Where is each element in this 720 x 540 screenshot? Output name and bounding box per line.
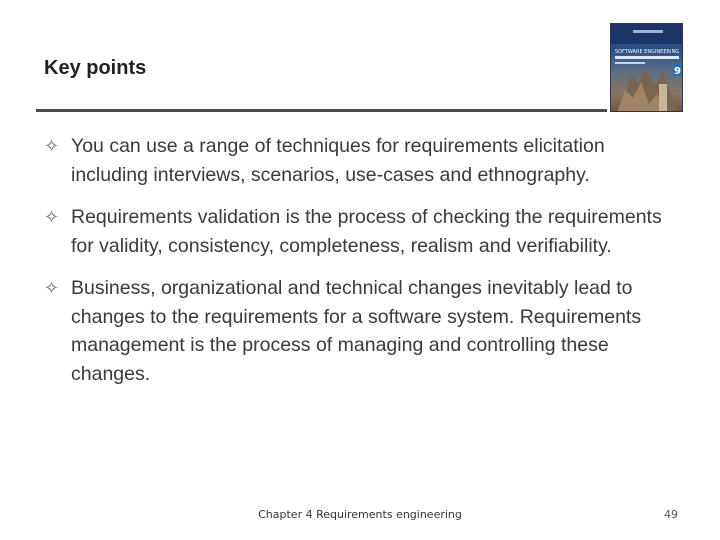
page-number: 49 [664, 508, 678, 521]
bullet-item [44, 274, 684, 388]
bullet-text: You can use a range of techniques for requirements elicitation including interviews, scenarios, use-cases and ethnography. [71, 135, 605, 186]
four-pointed-star-outline-icon: ✧ [44, 278, 60, 298]
book-cover-image [610, 23, 683, 112]
bullet-item [44, 132, 684, 189]
bullet-list [44, 132, 684, 402]
title-divider [36, 109, 607, 112]
bullet-item [44, 203, 684, 260]
slide-title: Key points [44, 57, 147, 79]
four-pointed-star-outline-icon: ✧ [44, 136, 60, 156]
bullet-text: Business, organizational and technical changes inevitably lead to changes to the requirements for a software system. Requirements management is the process of managing and controlling these changes. [71, 277, 642, 385]
bullet-text: Requirements validation is the process of checking the requirements for validity, consistency, completeness, realism and verifiability. [71, 206, 662, 257]
footer-chapter-label: Chapter 4 Requirements engineering [258, 508, 462, 521]
book-title-label: SOFTWARE ENGINEERING [614, 49, 680, 55]
four-pointed-star-outline-icon: ✧ [44, 207, 60, 227]
book-edition-label: 9 [674, 66, 681, 77]
